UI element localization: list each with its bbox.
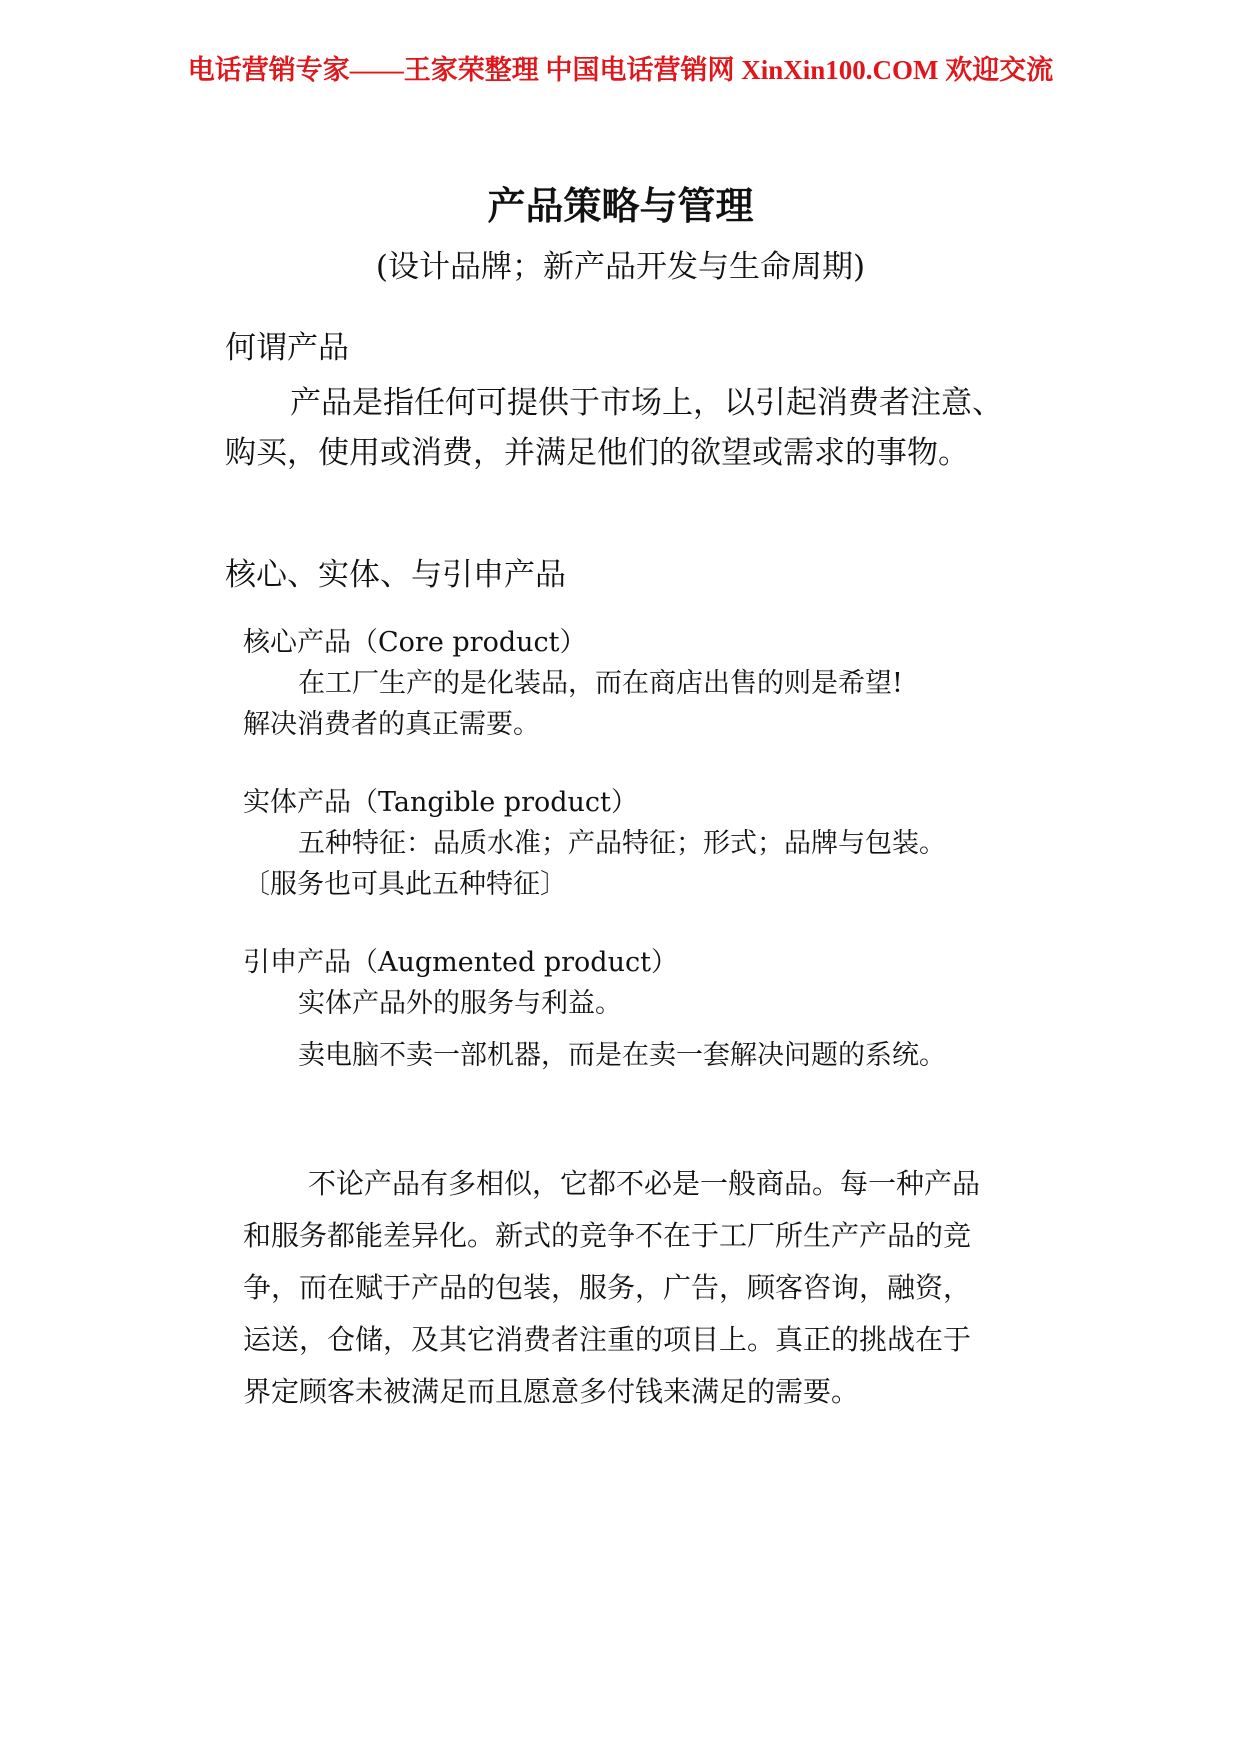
closing-line-4: 运送，仓储，及其它消费者注重的项目上。真正的挑战在于 [243,1323,972,1356]
closing-line-2: 和服务都能差异化。新式的竞争不在于工厂所生产产品的竞 [243,1219,972,1252]
section-heading-product-levels: 核心、实体、与引申产品 [225,557,566,593]
augmented-product-line-2: 卖电脑不卖一部机器，而是在卖一套解决问题的系统。 [298,1040,946,1071]
closing-line-1: 不论产品有多相似，它都不必是一般商品。每一种产品 [308,1167,981,1200]
core-product-line-1: 在工厂生产的是化装品，而在商店出售的则是希望! [298,668,903,699]
core-product-line-2: 解决消费者的真正需要。 [243,709,540,740]
page-subtitle: (设计品牌；新产品开发与生命周期) [375,249,866,285]
closing-line-5: 界定顾客未被满足而且愿意多付钱来满足的需要。 [243,1375,860,1408]
closing-line-3: 争，而在赋于产品的包装，服务，广告，顾客咨询，融资， [243,1271,972,1304]
definition-line-2: 购买，使用或消费，并满足他们的欲望或需求的事物。 [225,435,969,471]
definition-line-1: 产品是指任何可提供于市场上，以引起消费者注意、 [290,385,1003,421]
page-title: 产品策略与管理 [487,183,754,228]
tangible-product-line-2: 〔服务也可具此五种特征〕 [243,869,567,900]
header-banner: 电话营销专家——王家荣整理 中国电话营销网 XinXin100.COM 欢迎交流 [187,55,1054,85]
tangible-product-title: 实体产品（Tangible product） [243,787,638,818]
augmented-product-title: 引申产品（Augmented product） [243,947,678,978]
augmented-product-line-1: 实体产品外的服务与利益。 [298,988,622,1019]
core-product-title: 核心产品（Core product） [243,627,587,658]
tangible-product-line-1: 五种特征：品质水准；产品特征；形式；品牌与包装。 [298,828,946,859]
section-heading-what-is-product: 何谓产品 [225,330,349,366]
